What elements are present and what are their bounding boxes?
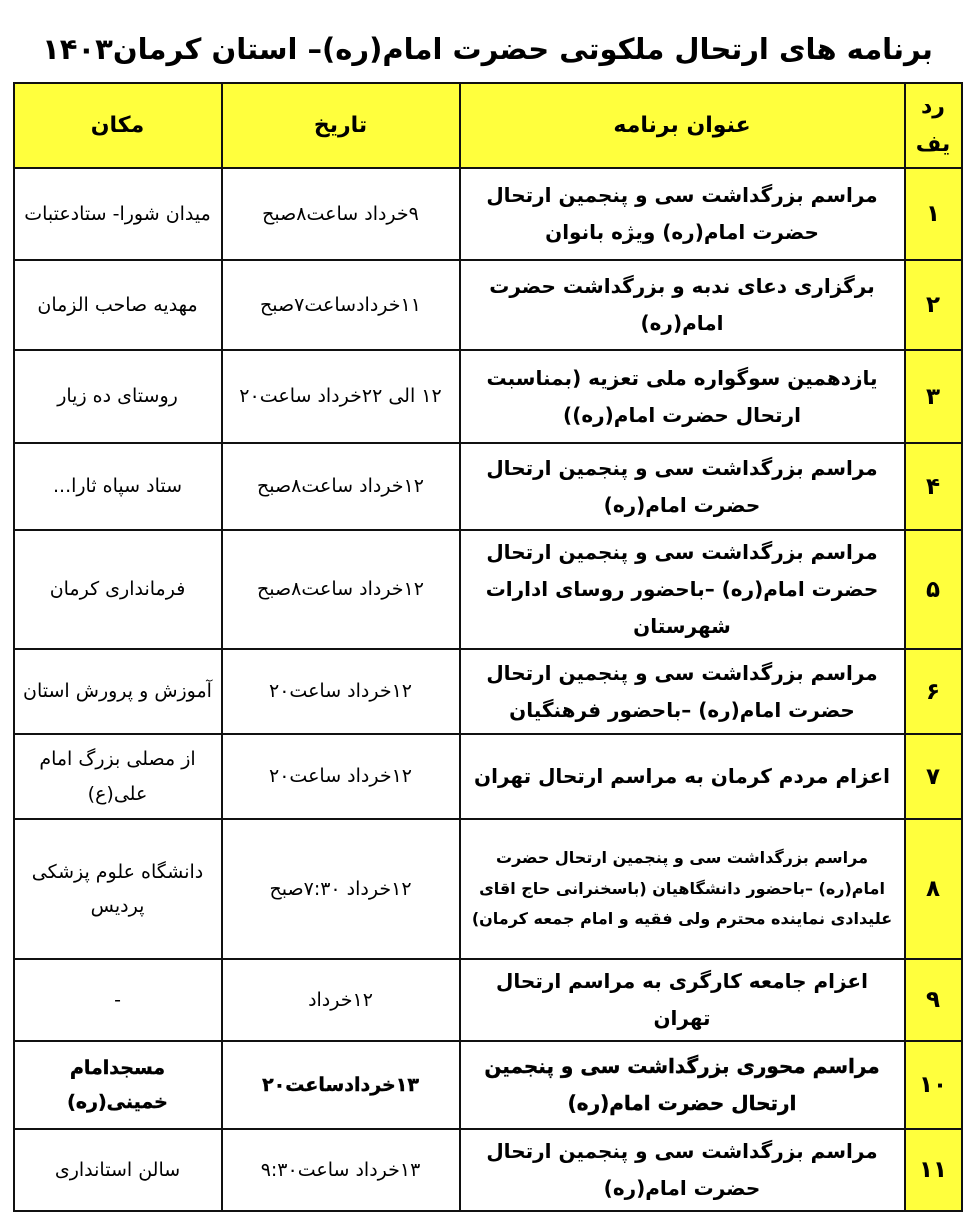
location-cell: ستاد سپاه ثارا... bbox=[14, 443, 222, 530]
row-no-cell: ۵ bbox=[905, 530, 962, 649]
location-cell: سالن استانداری bbox=[14, 1129, 222, 1211]
date-cell: ۱۲خرداد ساعت۲۰ bbox=[222, 649, 460, 734]
location-cell: از مصلی بزرگ امام علی(ع) bbox=[14, 734, 222, 819]
table-row bbox=[14, 649, 962, 734]
location-cell: مهدیه صاحب الزمان bbox=[14, 260, 222, 350]
table-row bbox=[14, 959, 962, 1041]
row-no-cell: ۹ bbox=[905, 959, 962, 1041]
location-cell: آموزش و پرورش استان bbox=[14, 649, 222, 734]
row-no-cell: ۳ bbox=[905, 350, 962, 443]
header-location: مکان bbox=[14, 83, 222, 168]
date-cell: ۱۲خرداد ۷:۳۰صبح bbox=[222, 819, 460, 959]
program-title-cell: یازدهمین سوگواره ملی تعزیه (بمناسبت ارتحال حضرت امام(ره)) bbox=[460, 350, 905, 443]
row-no-cell: ۴ bbox=[905, 443, 962, 530]
table-row bbox=[14, 734, 962, 819]
program-title-cell: مراسم بزرگداشت سی و پنجمین ارتحال حضرت امام(ره) –باحضور فرهنگیان bbox=[460, 649, 905, 734]
row-no-cell: ۷ bbox=[905, 734, 962, 819]
location-cell: روستای ده زیار bbox=[14, 350, 222, 443]
schedule-table bbox=[13, 82, 963, 1212]
row-no-cell: ۱ bbox=[905, 168, 962, 260]
row-no-cell: ۱۱ bbox=[905, 1129, 962, 1211]
date-cell: ۱۲خرداد bbox=[222, 959, 460, 1041]
location-cell: فرمانداری کرمان bbox=[14, 530, 222, 649]
row-no-cell: ۲ bbox=[905, 260, 962, 350]
location-cell: مسجدامام خمینی(ره) bbox=[14, 1041, 222, 1129]
program-title-cell: مراسم بزرگداشت سی و پنجمین ارتحال حضرت امام(ره) –باحضور دانشگاهیان (باسخنرانی حاج اقای علیدادی نماینده محترم ولی فقیه و امام جمعه کرمان) bbox=[460, 819, 905, 959]
table-row bbox=[14, 168, 962, 260]
date-cell: ۱۳خردادساعت۲۰ bbox=[222, 1041, 460, 1129]
table-row bbox=[14, 819, 962, 959]
table-header-row bbox=[14, 83, 962, 168]
date-cell: ۱۲خرداد ساعت۸صبح bbox=[222, 530, 460, 649]
program-title-cell: اعزام مردم کرمان به مراسم ارتحال تهران bbox=[460, 734, 905, 819]
program-title-cell: مراسم بزرگداشت سی و پنجمین ارتحال حضرت امام(ره) –باحضور روسای ادارات شهرستان bbox=[460, 530, 905, 649]
program-title-cell: برگزاری دعای ندبه و بزرگداشت حضرت امام(ره) bbox=[460, 260, 905, 350]
table-row bbox=[14, 260, 962, 350]
table-row bbox=[14, 1129, 962, 1211]
row-no-cell: ۱۰ bbox=[905, 1041, 962, 1129]
date-cell: ۱۲خرداد ساعت۲۰ bbox=[222, 734, 460, 819]
program-title-cell: اعزام جامعه کارگری به مراسم ارتحال تهران bbox=[460, 959, 905, 1041]
location-cell: دانشگاه علوم پزشکی پردیس bbox=[14, 819, 222, 959]
date-cell: ۱۲ الی ۲۲خرداد ساعت۲۰ bbox=[222, 350, 460, 443]
header-row-no: رد یف bbox=[905, 83, 962, 168]
program-title-cell: مراسم محوری بزرگداشت سی و پنجمین ارتحال حضرت امام(ره) bbox=[460, 1041, 905, 1129]
page-title: برنامه های ارتحال ملکوتی حضرت امام(ره)– استان کرمان۱۴۰۳ bbox=[42, 32, 933, 66]
table-row bbox=[14, 1041, 962, 1129]
program-title-cell: مراسم بزرگداشت سی و پنجمین ارتحال حضرت امام(ره) ویژه بانوان bbox=[460, 168, 905, 260]
table-row bbox=[14, 350, 962, 443]
header-program-title: عنوان برنامه bbox=[460, 83, 905, 168]
date-cell: ۹خرداد ساعت۸صبح bbox=[222, 168, 460, 260]
row-no-cell: ۸ bbox=[905, 819, 962, 959]
date-cell: ۱۳خرداد ساعت۹:۳۰ bbox=[222, 1129, 460, 1211]
location-cell: میدان شورا- ستادعتبات bbox=[14, 168, 222, 260]
date-cell: ۱۲خرداد ساعت۸صبح bbox=[222, 443, 460, 530]
row-no-cell: ۶ bbox=[905, 649, 962, 734]
program-title-cell: مراسم بزرگداشت سی و پنجمین ارتحال حضرت امام(ره) bbox=[460, 1129, 905, 1211]
table-row bbox=[14, 443, 962, 530]
location-cell: - bbox=[14, 959, 222, 1041]
program-title-cell: مراسم بزرگداشت سی و پنجمین ارتحال حضرت امام(ره) bbox=[460, 443, 905, 530]
table-row bbox=[14, 530, 962, 649]
header-date: تاریخ bbox=[222, 83, 460, 168]
date-cell: ۱۱خردادساعت۷صبح bbox=[222, 260, 460, 350]
